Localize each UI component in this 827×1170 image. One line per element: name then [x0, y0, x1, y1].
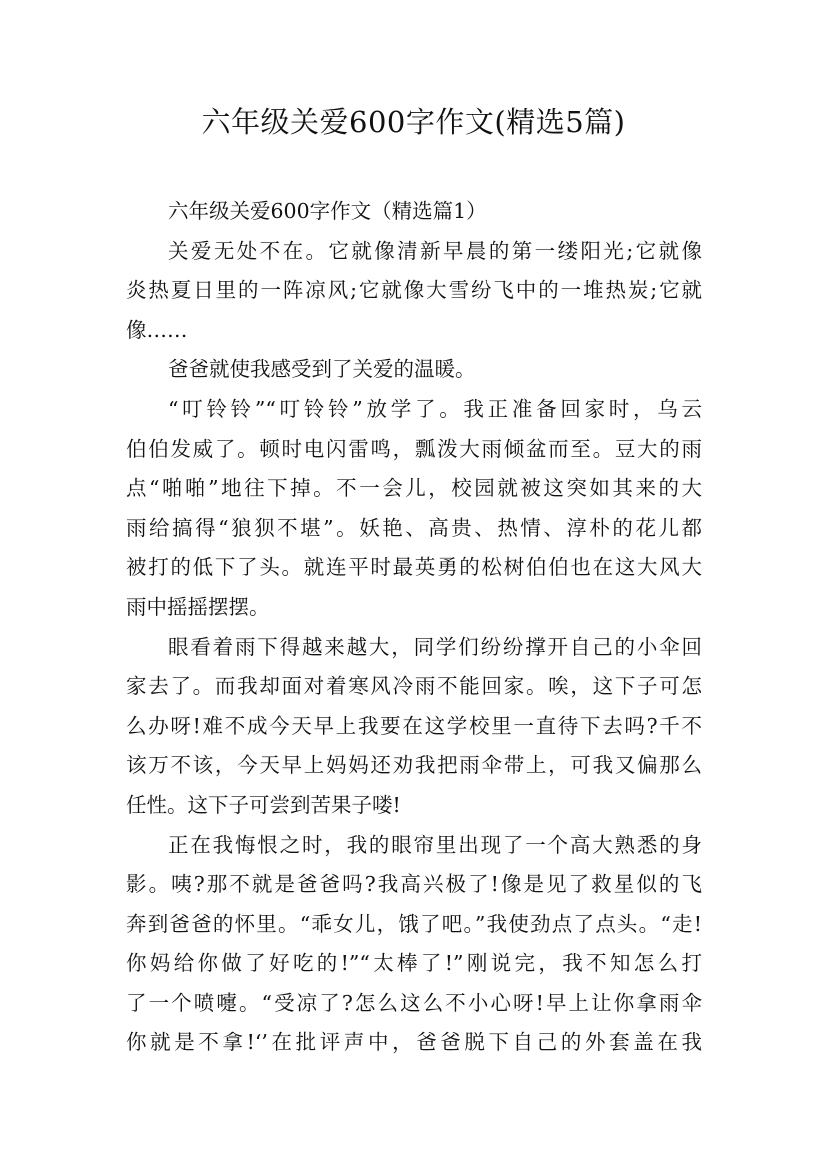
text-line: 被打的低下了头。就连平时最英勇的松树伯伯也在这大风大 — [126, 555, 702, 580]
text-line: 点“啪啪”地往下掉。不一会儿，校园就被这突如其来的大 — [126, 476, 702, 501]
text-line: 该万不该，今天早上妈妈还劝我把雨伞带上，可我又偏那么 — [126, 753, 702, 778]
text-line: 么办呀!难不成今天早上我要在这学校里一直待下去吗?千不 — [126, 713, 702, 738]
text-line: 六年级关爱600字作文（精选篇1） — [168, 199, 487, 223]
text-line: 伯伯发威了。顿时电闪雷鸣，瓢泼大雨倾盆而至。豆大的雨 — [126, 436, 702, 461]
document-body — [126, 192, 702, 1063]
text-line: 你妈给你做了好吃的!”“太棒了!”刚说完，我不知怎么打 — [126, 951, 702, 976]
text-line: 家去了。而我却面对着寒风冷雨不能回家。唉，这下子可怎 — [126, 674, 702, 699]
text-line: 爸爸就使我感受到了关爱的温暖。 — [168, 357, 476, 382]
text-line: 任性。这下子可尝到苦果子喽! — [126, 792, 401, 817]
text-line: “叮铃铃”“叮铃铃”放学了。我正准备回家时，乌云 — [168, 396, 702, 421]
text-line: 眼看着雨下得越来越大，同学们纷纷撑开自己的小伞回 — [168, 634, 702, 659]
text-line: 关爱无处不在。它就像清新早晨的第一缕阳光;它就像 — [168, 238, 702, 263]
text-line: 像…… — [126, 317, 188, 342]
text-line: 雨给搞得“狼狈不堪”。妖艳、高贵、热情、淳朴的花儿都 — [126, 515, 702, 540]
text-line: 雨中摇摇摆摆。 — [126, 594, 270, 619]
text-line: 炎热夏日里的一阵凉风;它就像大雪纷飞中的一堆热炭;它就 — [126, 278, 702, 303]
text-line: 正在我悔恨之时，我的眼帘里出现了一个高大熟悉的身 — [168, 832, 702, 857]
text-line: 你就是不拿!‘’在批评声中，爸爸脱下自己的外套盖在我 — [126, 1030, 702, 1055]
text-line: 奔到爸爸的怀里。“乖女儿，饿了吧。”我使劲点了点头。“走! — [126, 911, 702, 936]
document-title: 六年级关爱600字作文(精选5篇) — [201, 105, 626, 139]
text-line: 影。咦?那不就是爸爸吗?我高兴极了!像是见了救星似的飞 — [126, 872, 702, 897]
text-line: 了一个喷嚏。“受凉了?怎么这么不小心呀!早上让你拿雨伞 — [126, 990, 702, 1015]
